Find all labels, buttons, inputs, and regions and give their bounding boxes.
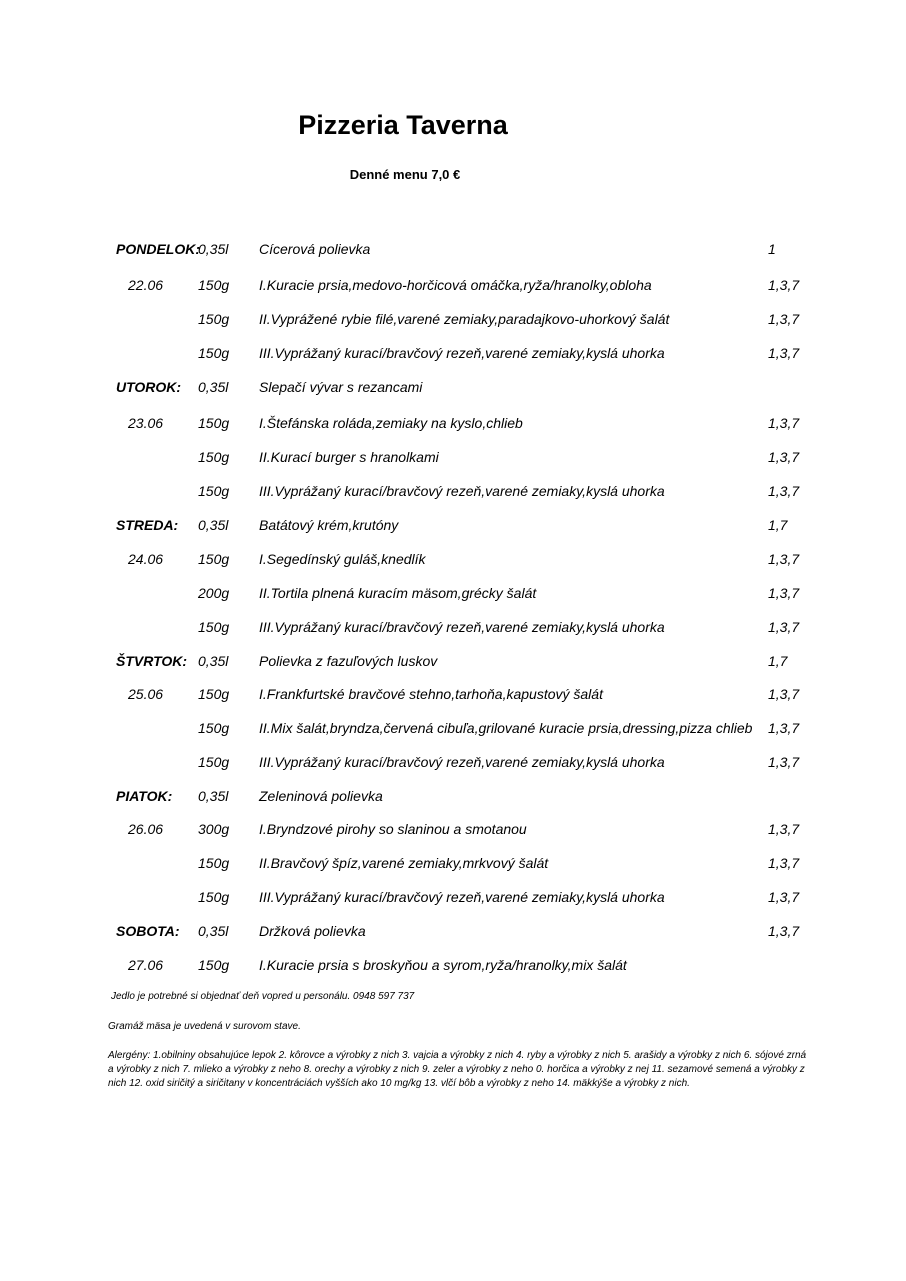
menu-day-label: SOBOTA: xyxy=(116,923,180,939)
menu-row xyxy=(0,788,906,808)
menu-allergens: 1,3,7 xyxy=(768,311,800,327)
menu-dish: III.Vyprážaný kurací/bravčový rezeň,varené zemiaky,kyslá uhorka xyxy=(259,889,665,905)
menu-row xyxy=(0,957,906,977)
menu-quantity: 150g xyxy=(198,415,230,431)
menu-dish: Batátový krém,krutóny xyxy=(259,517,399,533)
menu-quantity: 150g xyxy=(198,754,230,770)
menu-dish: Polievka z fazuľových luskov xyxy=(259,653,438,669)
menu-date: 22.06 xyxy=(128,277,164,293)
menu-allergens: 1,7 xyxy=(768,517,788,533)
menu-day-label: ŠTVRTOK: xyxy=(116,653,188,669)
menu-row xyxy=(0,379,906,399)
menu-allergens: 1,3,7 xyxy=(768,754,800,770)
menu-row xyxy=(0,889,906,909)
menu-quantity: 150g xyxy=(198,345,230,361)
menu-dish: II.Vyprážené rybie filé,varené zemiaky,paradajkovo-uhorkový šalát xyxy=(259,311,670,327)
menu-allergens: 1,3,7 xyxy=(768,889,800,905)
menu-allergens: 1,3,7 xyxy=(768,619,800,635)
menu-allergens: 1,3,7 xyxy=(768,821,800,837)
menu-dish: Držková polievka xyxy=(259,923,366,939)
menu-row xyxy=(0,821,906,841)
menu-price-subtitle: Denné menu 7,0 € xyxy=(349,167,461,182)
menu-date: 26.06 xyxy=(128,821,164,837)
menu-allergens: 1,3,7 xyxy=(768,551,800,567)
menu-allergens: 1,3,7 xyxy=(768,345,800,361)
menu-allergens: 1,7 xyxy=(768,653,788,669)
menu-allergens: 1,3,7 xyxy=(768,277,800,293)
menu-date: 25.06 xyxy=(128,686,164,702)
menu-allergens: 1 xyxy=(768,241,776,257)
menu-allergens: 1,3,7 xyxy=(768,585,800,601)
menu-allergens: 1,3,7 xyxy=(768,449,800,465)
menu-quantity: 150g xyxy=(198,957,230,973)
menu-quantity: 0,35l xyxy=(198,923,229,939)
menu-row xyxy=(0,345,906,365)
menu-dish: Cícerová polievka xyxy=(259,241,371,257)
weight-note: Gramáž mäsa je uvedená v surovom stave. xyxy=(108,1021,301,1032)
menu-dish: III.Vyprážaný kurací/bravčový rezeň,varené zemiaky,kyslá uhorka xyxy=(259,483,665,499)
menu-row xyxy=(0,517,906,537)
menu-dish: Slepačí vývar s rezancami xyxy=(259,379,423,395)
menu-row xyxy=(0,754,906,774)
page-title: Pizzeria Taverna xyxy=(298,110,508,140)
menu-quantity: 0,35l xyxy=(198,241,229,257)
menu-quantity: 150g xyxy=(198,855,230,871)
menu-dish: I.Bryndzové pirohy so slaninou a smotanou xyxy=(259,821,527,837)
menu-quantity: 300g xyxy=(198,821,230,837)
menu-quantity: 0,35l xyxy=(198,517,229,533)
menu-allergens: 1,3,7 xyxy=(768,483,800,499)
menu-day-label: PONDELOK: xyxy=(116,241,200,257)
menu-quantity: 0,35l xyxy=(198,788,229,804)
allergens-note: Alergény: 1.obilniny obsahujúce lepok 2. kôrovce a výrobky z nich 3. vajcia a výrobky z nich 4. ryby a výrobky z nich 5. arašidy a výrobky z nich 6. sójové zrná a výrobky z nich 7. mlieko a výrobky z neho 8. orechy a výrobky z nich 9. zeler a výrobky z neho 0. horčica a výrobky z nej 11. sezamové semená a výrobky z nich 12. oxid siričitý a siričitany v koncentráciách vyšších ako 10 mg/kg 13. vlčí bôb a výrobky z neho 14. mäkkýše a výrobky z nich. xyxy=(108,1050,807,1089)
menu-row xyxy=(0,923,906,943)
menu-dish: III.Vyprážaný kurací/bravčový rezeň,varené zemiaky,kyslá uhorka xyxy=(259,345,665,361)
menu-quantity: 150g xyxy=(198,889,230,905)
menu-dish: II.Tortila plnená kuracím mäsom,grécky šalát xyxy=(259,585,537,601)
menu-row xyxy=(0,483,906,503)
menu-row xyxy=(0,585,906,605)
menu-dish: III.Vyprážaný kurací/bravčový rezeň,varené zemiaky,kyslá uhorka xyxy=(259,754,665,770)
menu-quantity: 150g xyxy=(198,551,230,567)
menu-date: 24.06 xyxy=(128,551,164,567)
menu-dish: III.Vyprážaný kurací/bravčový rezeň,varené zemiaky,kyslá uhorka xyxy=(259,619,665,635)
menu-row xyxy=(0,686,906,706)
menu-row xyxy=(0,449,906,469)
menu-row xyxy=(0,855,906,875)
menu-allergens: 1,3,7 xyxy=(768,686,800,702)
menu-allergens: 1,3,7 xyxy=(768,855,800,871)
menu-quantity: 150g xyxy=(198,720,230,736)
menu-row xyxy=(0,619,906,639)
menu-dish: I.Segedínský guláš,knedlík xyxy=(259,551,426,567)
menu-row xyxy=(0,241,906,261)
menu-allergens: 1,3,7 xyxy=(768,720,800,736)
menu-quantity: 150g xyxy=(198,686,230,702)
menu-quantity: 0,35l xyxy=(198,653,229,669)
menu-quantity: 150g xyxy=(198,311,230,327)
menu-row xyxy=(0,653,906,673)
menu-dish: I.Kuracie prsia,medovo-horčicová omáčka,ryža/hranolky,obloha xyxy=(259,277,652,293)
order-note: Jedlo je potrebné si objednať deň vopred u personálu. 0948 597 737 xyxy=(111,991,415,1002)
menu-allergens: 1,3,7 xyxy=(768,923,800,939)
menu-quantity: 200g xyxy=(198,585,230,601)
menu-day-label: UTOROK: xyxy=(116,379,182,395)
menu-quantity: 150g xyxy=(198,277,230,293)
menu-dish: II.Bravčový špíz,varené zemiaky,mrkvový šalát xyxy=(259,855,549,871)
menu-quantity: 150g xyxy=(198,449,230,465)
menu-row xyxy=(0,415,906,435)
menu-dish: II.Kurací burger s hranolkami xyxy=(259,449,439,465)
menu-date: 27.06 xyxy=(128,957,164,973)
menu-row xyxy=(0,311,906,331)
menu-quantity: 0,35l xyxy=(198,379,229,395)
menu-day-label: STREDA: xyxy=(116,517,179,533)
menu-allergens: 1,3,7 xyxy=(768,415,800,431)
menu-day-label: PIATOK: xyxy=(116,788,173,804)
menu-date: 23.06 xyxy=(128,415,164,431)
menu-quantity: 150g xyxy=(198,483,230,499)
menu-dish: I.Štefánska roláda,zemiaky na kyslo,chlieb xyxy=(259,415,523,431)
menu-dish: I.Frankfurtské bravčové stehno,tarhoňa,kapustový šalát xyxy=(259,686,603,702)
menu-row xyxy=(0,720,906,740)
menu-row xyxy=(0,551,906,571)
menu-quantity: 150g xyxy=(198,619,230,635)
menu-row xyxy=(0,277,906,297)
menu-dish: I.Kuracie prsia s broskyňou a syrom,ryža/hranolky,mix šalát xyxy=(259,957,627,973)
menu-dish: II.Mix šalát,bryndza,červená cibuľa,grilované kuracie prsia,dressing,pizza chlieb xyxy=(259,720,753,736)
menu-dish: Zeleninová polievka xyxy=(259,788,383,804)
